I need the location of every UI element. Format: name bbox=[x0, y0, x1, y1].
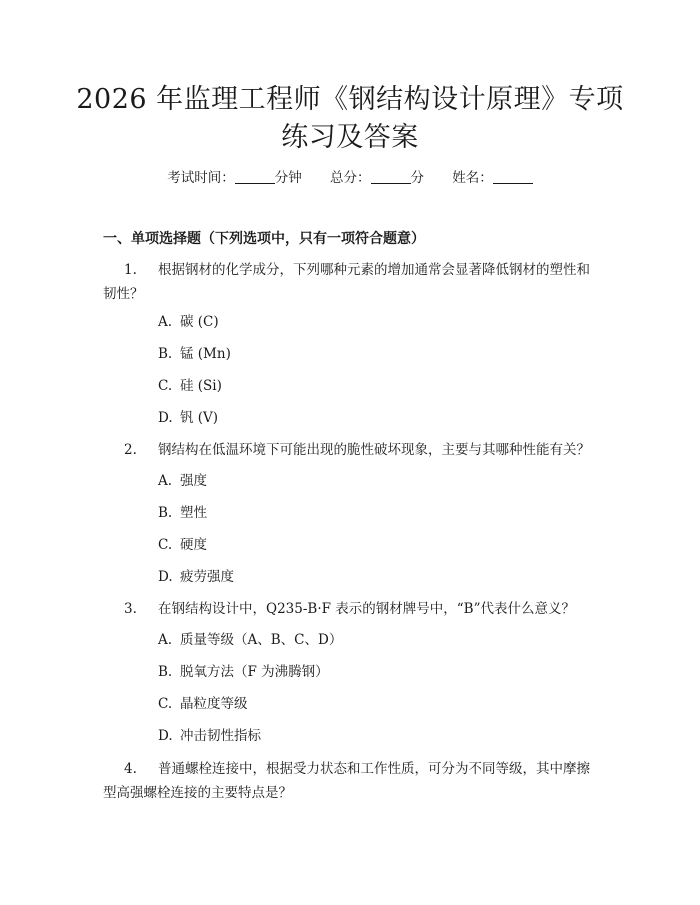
question-number: 3. bbox=[124, 601, 137, 617]
option-text: 锰 (Mn) bbox=[180, 346, 231, 362]
option-text: 强度 bbox=[180, 473, 207, 489]
question-2-option-b bbox=[158, 503, 207, 523]
question-3 bbox=[103, 597, 598, 621]
question-1-option-c bbox=[158, 376, 222, 396]
question-3-option-a bbox=[158, 630, 342, 650]
option-text: 脱氧方法（F 为沸腾钢） bbox=[180, 664, 329, 680]
question-1 bbox=[103, 258, 598, 306]
option-letter: C. bbox=[158, 378, 173, 394]
total-score bbox=[330, 168, 424, 188]
option-letter: D. bbox=[158, 569, 173, 585]
option-text: 钒 (V) bbox=[180, 410, 219, 426]
question-1-option-a bbox=[158, 312, 219, 332]
option-text: 冲击韧性指标 bbox=[180, 728, 261, 744]
exam-time-blank bbox=[235, 169, 275, 184]
question-4 bbox=[103, 757, 598, 805]
question-2-option-a bbox=[158, 471, 207, 491]
student-name bbox=[452, 168, 533, 188]
exam-meta bbox=[0, 168, 700, 188]
question-2-option-d bbox=[158, 567, 234, 587]
question-text: 根据钢材的化学成分，下列哪种元素的增加通常会显著降低钢材的塑性和韧性？ bbox=[103, 262, 590, 302]
question-text: 在钢结构设计中，Q235-B·F 表示的钢材牌号中，“B”代表什么意义？ bbox=[158, 601, 575, 617]
student-name-blank bbox=[493, 169, 533, 184]
question-3-option-c bbox=[158, 694, 248, 714]
exam-time-unit: 分钟 bbox=[274, 170, 302, 186]
question-3-option-d bbox=[158, 726, 261, 746]
option-letter: D. bbox=[158, 410, 173, 426]
question-1-option-d bbox=[158, 408, 218, 428]
question-number: 2. bbox=[124, 442, 137, 458]
section-title: 一、单项选择题（下列选项中，只有一项符合题意） bbox=[103, 231, 425, 247]
option-letter: D. bbox=[158, 728, 173, 744]
question-2-option-c bbox=[158, 535, 207, 555]
option-text: 硅 (Si) bbox=[180, 378, 222, 394]
option-text: 塑性 bbox=[180, 505, 207, 521]
question-number: 4. bbox=[124, 761, 137, 777]
option-letter: C. bbox=[158, 537, 173, 553]
question-1-option-b bbox=[158, 344, 231, 364]
option-text: 晶粒度等级 bbox=[180, 696, 248, 712]
document-title-line-2: 练习及答案 bbox=[281, 122, 419, 153]
option-text: 疲劳强度 bbox=[180, 569, 234, 585]
question-text: 普通螺栓连接中，根据受力状态和工作性质，可分为不同等级，其中摩擦型高强螺栓连接的主要特点是？ bbox=[103, 761, 590, 801]
question-2 bbox=[103, 438, 598, 462]
question-text: 钢结构在低温环境下可能出现的脆性破坏现象，主要与其哪种性能有关？ bbox=[158, 442, 590, 458]
total-score-blank bbox=[371, 169, 411, 184]
option-letter: A. bbox=[158, 314, 173, 330]
exam-time-label: 考试时间： bbox=[167, 170, 235, 186]
option-text: 硬度 bbox=[180, 537, 207, 553]
option-text: 碳 (C) bbox=[180, 314, 219, 330]
option-letter: A. bbox=[158, 473, 173, 489]
question-number: 1. bbox=[124, 262, 137, 278]
total-score-label: 总分： bbox=[330, 170, 371, 186]
option-letter: B. bbox=[158, 346, 173, 362]
option-letter: B. bbox=[158, 664, 173, 680]
document-title-line-1: 2026 年监理工程师《钢结构设计原理》专项 bbox=[76, 84, 624, 115]
option-letter: A. bbox=[158, 632, 173, 648]
total-score-unit: 分 bbox=[410, 170, 424, 186]
question-3-option-b bbox=[158, 662, 329, 682]
option-letter: C. bbox=[158, 696, 173, 712]
option-letter: B. bbox=[158, 505, 173, 521]
exam-time bbox=[167, 168, 302, 188]
option-text: 质量等级（A、B、C、D） bbox=[180, 632, 343, 648]
student-name-label: 姓名： bbox=[452, 170, 493, 186]
